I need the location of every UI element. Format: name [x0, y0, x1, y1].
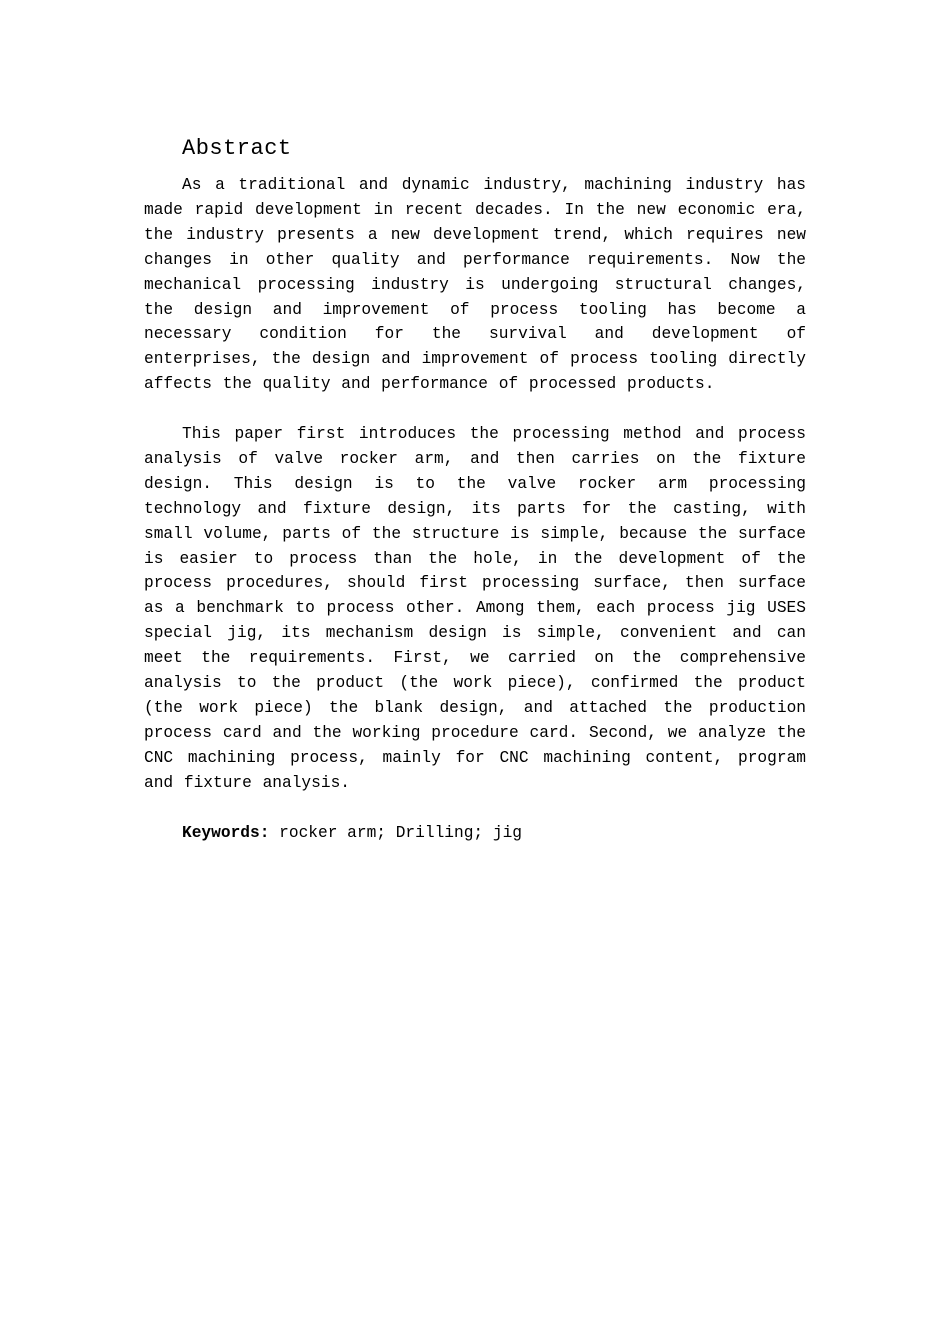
- keywords-line: [144, 821, 806, 846]
- abstract-heading: Abstract: [182, 136, 292, 161]
- abstract-section: [144, 134, 806, 845]
- abstract-paragraph: As a traditional and dynamic industry, machining industry has made rapid development in recent decades. In the new economic era, the industry presents a new development trend, which requires new changes in other quality and performance requirements. Now the mechanical processing industry is undergoing structural changes, the design and improvement of process tooling has become a necessary condition for the survival and development of enterprises, the design and improvement of process tooling directly affects the quality and performance of processed products.: [144, 176, 806, 394]
- abstract-paragraph: This paper first introduces the processing method and process analysis of valve rocker arm, and then carries on the fixture design. This design is to the valve rocker arm processing technology and fixture design, its parts for the casting, with small volume, parts of the structure is simple, because the surface is easier to process than the hole, in the development of the process procedures, should first processing surface, then surface as a benchmark to process other. Among them, each process jig USES special jig, its mechanism design is simple, convenient and can meet the requirements. First, we carried on the comprehensive analysis to the product (the work piece), confirmed the product (the work piece) the blank design, and attached the production process card and the working procedure card. Second, we analyze the CNC machining process, mainly for CNC machining content, program and fixture analysis.: [144, 425, 806, 792]
- keywords-text: rocker arm; Drilling; jig: [269, 823, 523, 842]
- keywords-label: Keywords:: [182, 823, 270, 842]
